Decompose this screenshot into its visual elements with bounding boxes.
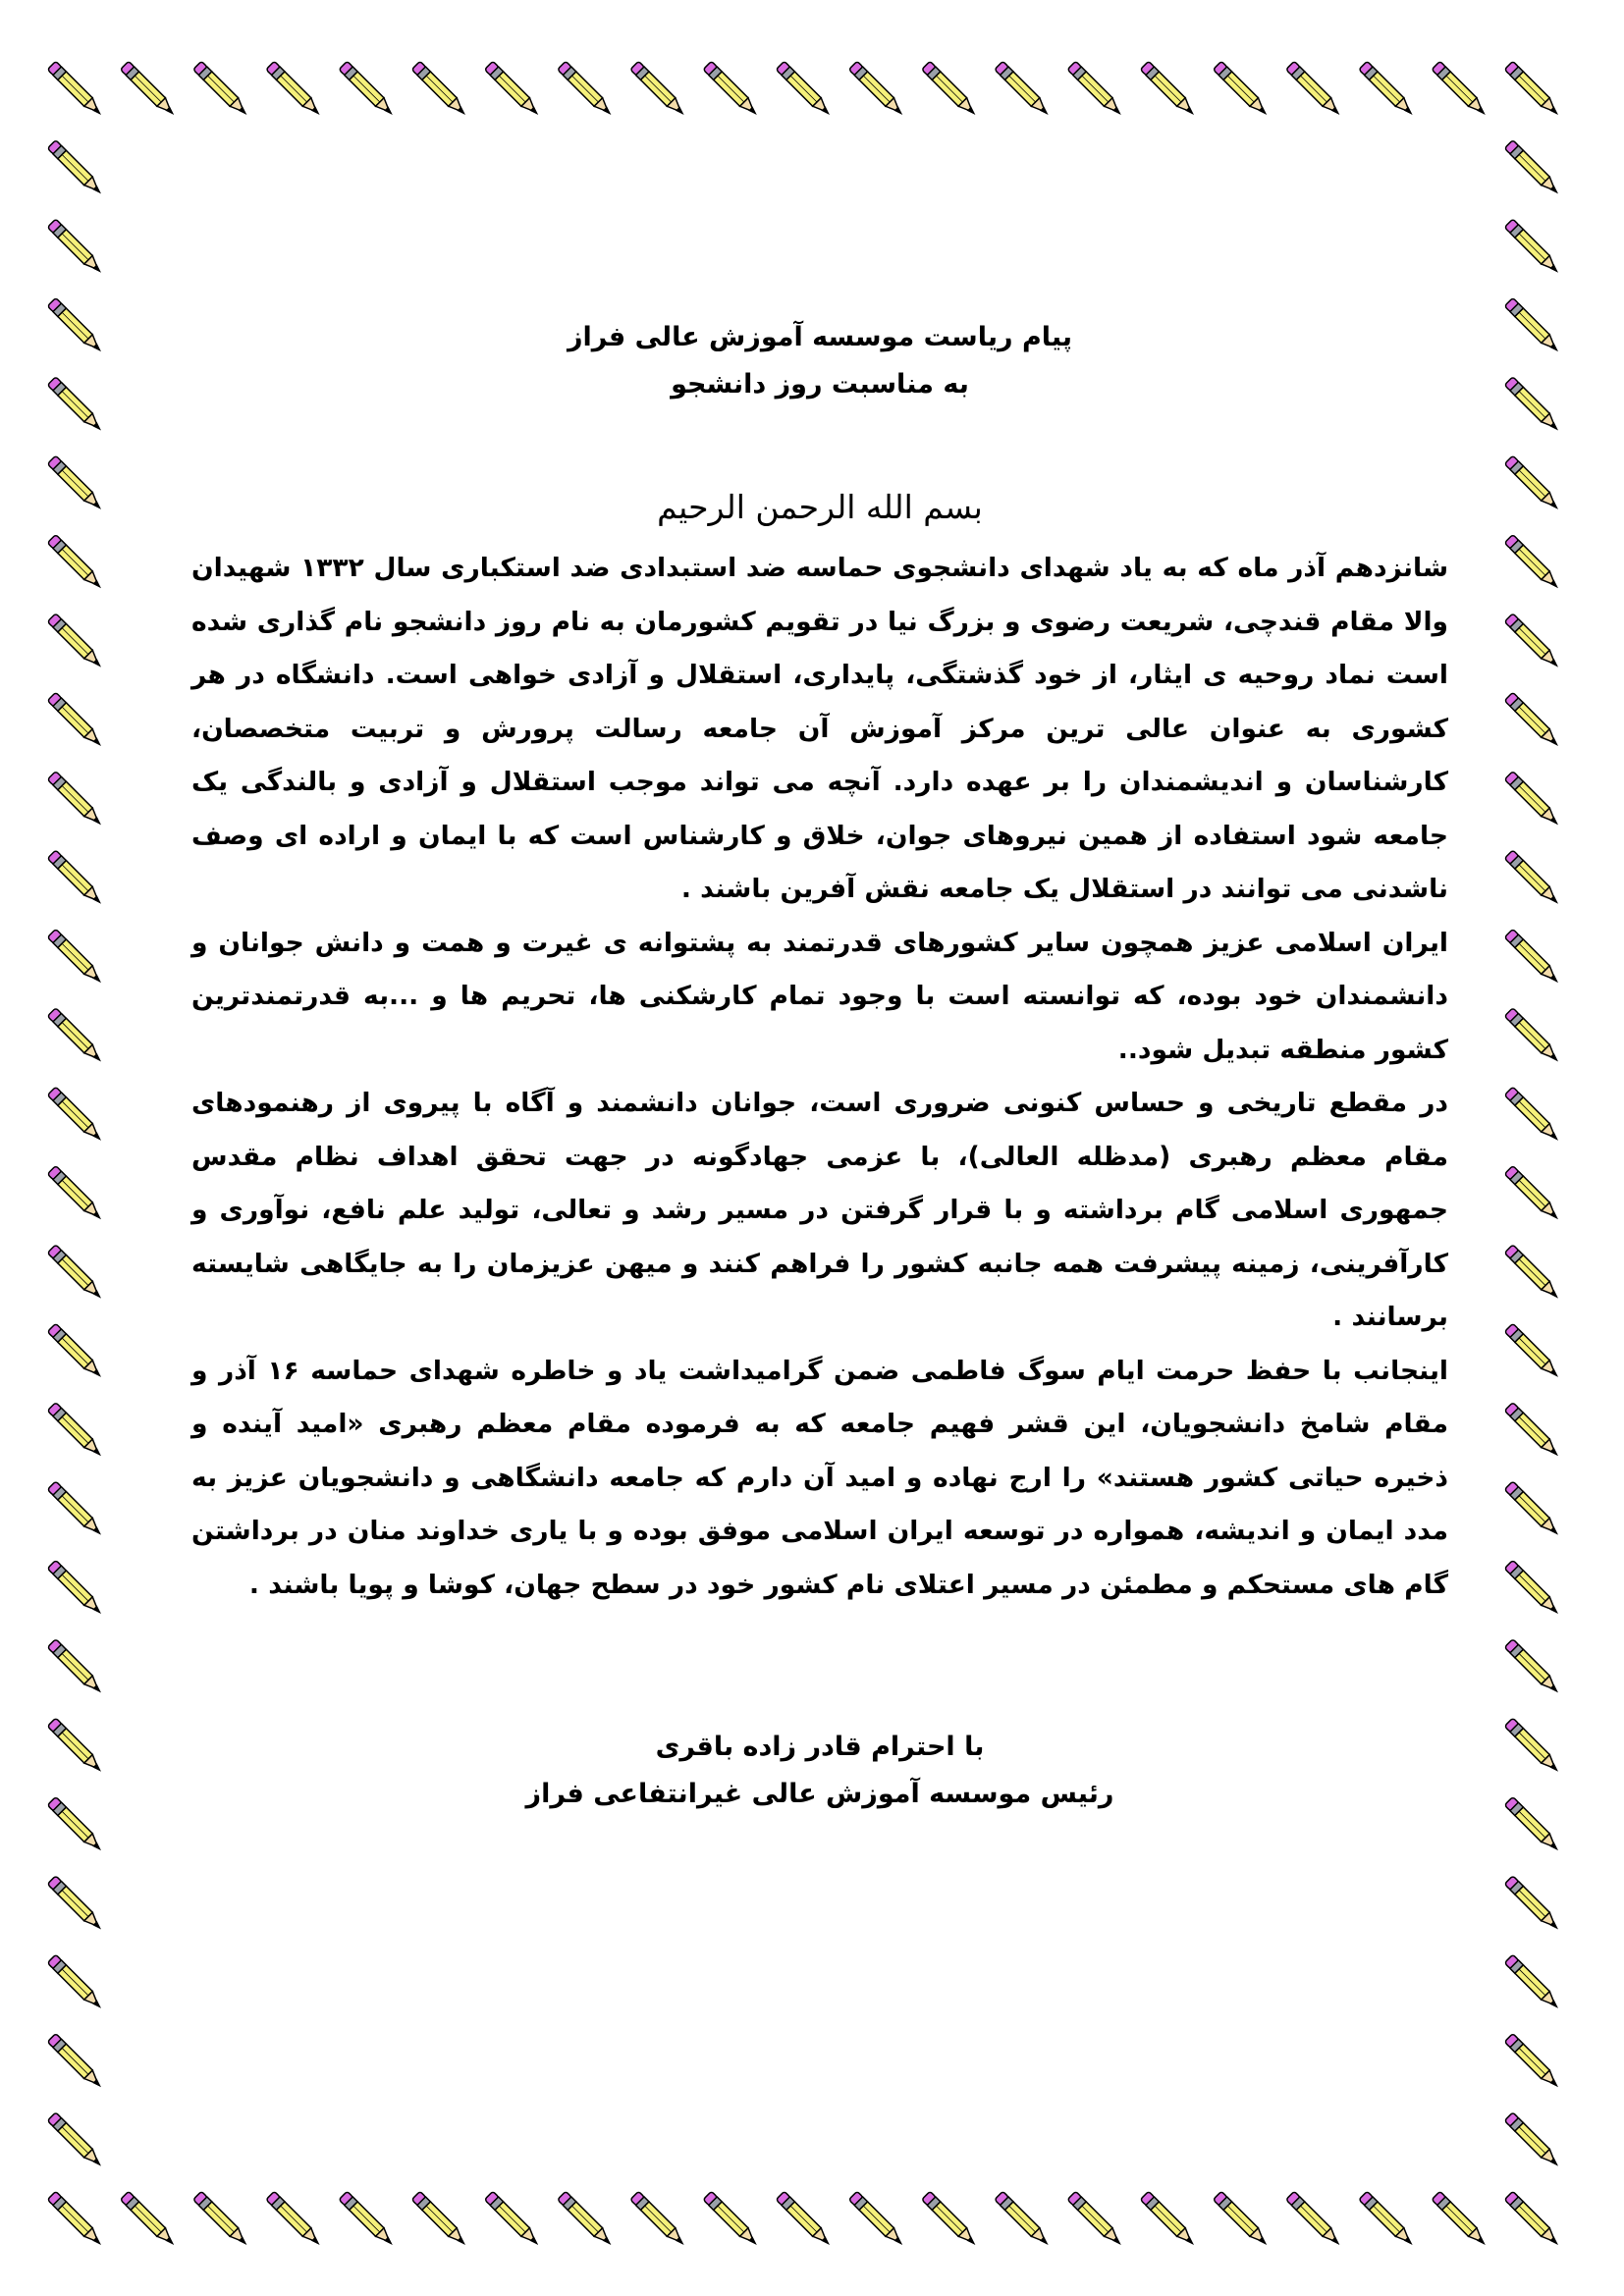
pencil-icon [922, 61, 978, 117]
pencil-icon [47, 61, 103, 117]
pencil-icon [1504, 2034, 1560, 2090]
pencil-icon [193, 61, 249, 117]
pencil-icon [47, 2112, 103, 2168]
pencil-icon [47, 1796, 103, 1852]
pencil-icon [47, 1954, 103, 2010]
pencil-icon [1504, 1560, 1560, 1616]
pencil-icon [47, 772, 103, 828]
pencil-icon [47, 1245, 103, 1301]
paragraph-1: شانزدهم آذر ماه که به یاد شهدای دانشجوی حماسه ضد استبدادی ضد استکباری سال ۱۳۳۲ شهیدان والا مقام قندچی، شریعت رضوی و بزرگ نیا در تقویم کشورمان به نام روز دانشجو نام گذاری شده است نماد روحیه ی ایثار، از خود گذشتگی، پایداری، استقلال و آزادی خواهی است. دانشگاه در هر کشوری به عنوان عالی ترین مرکز آموزش آن جامعه رسالت پرورش و تربیت متخصصان، کارشناسان و اندیشمندان را بر عهده دارد. آنچه می تواند موجب استقلال و آزادی و بالندگی یک جامعه شود استفاده از همین نیروهای جوان، خلاق و کارشناس است که با ایمان و اراده ای وصف ناشدنی می توانند در استقلال یک جامعه نقش آفرین باشند . [191, 553, 1448, 904]
pencil-icon [1067, 2191, 1123, 2247]
pencil-icon [1214, 2191, 1270, 2247]
paragraph-4: اینجانب با حفظ حرمت ایام سوگ فاطمی ضمن گرامیداشت یاد و خاطره شهدای حماسه ۱۶ آذر و مقام شامخ دانشجویان، این قشر فهیم جامعه که به فرموده مقام معظم رهبری «امید آینده و ذخیره حیاتی کشور هستند» را ارج نهاده و امید آن دارم که جامعه دانشگاهی و دانشجویان عزیز به مدد ایمان و اندیشه، همواره در توسعه ایران اسلامی موفق بوده و با یاری خداوند منان در برداشتن گام های مستحکم و مطمئن در مسیر اعتلای نام کشور خود در سطح جهان، کوشا و پویا باشند . [191, 1355, 1448, 1600]
pencil-icon [47, 850, 103, 906]
pencil-icon [1504, 614, 1560, 669]
pencil-icon [1504, 850, 1560, 906]
bismillah: بسم الله الرحمن الرحیم [657, 488, 983, 526]
pencil-icon [1140, 2191, 1196, 2247]
pencil-icon [1504, 297, 1560, 353]
letter-title: پیام ریاست موسسه آموزش عالی فراز [567, 322, 1073, 352]
pencil-icon [558, 2191, 614, 2247]
pencil-icon [1214, 61, 1270, 117]
pencil-icon [47, 297, 103, 353]
pencil-icon [47, 1165, 103, 1221]
pencil-icon [47, 377, 103, 433]
pencil-icon [1504, 1008, 1560, 1064]
pencil-icon [995, 2191, 1051, 2247]
letter-body [191, 314, 1448, 1818]
pencil-icon [776, 2191, 832, 2247]
pencil-icon [1504, 455, 1560, 511]
paragraph-2: ایران اسلامی عزیز همچون سایر کشورهای قدرتمند به پشتوانه ی غیرت و همت و دانش جوانان و دانشمندان خود بوده، که توانسته است با وجود تمام کارشکنی ها، تحریم ها و ...به قدرتمندترین کشور منطقه تبدیل شود.. [191, 927, 1448, 1065]
pencil-icon [47, 140, 103, 196]
pencil-icon [47, 1560, 103, 1616]
pencil-icon [121, 2191, 177, 2247]
pencil-icon [47, 1876, 103, 1932]
pencil-icon [339, 2191, 395, 2247]
pencil-icon [1504, 2191, 1560, 2247]
pencil-icon [1504, 1876, 1560, 1932]
pencil-icon [1504, 1323, 1560, 1379]
pencil-icon [1504, 1639, 1560, 1695]
pencil-icon [47, 1087, 103, 1143]
letter-subtitle: به مناسبت روز دانشجو [671, 369, 969, 400]
pencil-icon [47, 455, 103, 511]
pencil-icon [630, 2191, 686, 2247]
pencil-icon [849, 61, 905, 117]
signature-block [191, 1724, 1448, 1818]
pencil-icon [1067, 61, 1123, 117]
pencil-icon [1286, 61, 1342, 117]
pencil-icon [776, 61, 832, 117]
pencil-icon [47, 535, 103, 591]
pencil-icon [1504, 535, 1560, 591]
pencil-icon [47, 1323, 103, 1379]
pencil-icon [47, 1718, 103, 1774]
pencil-icon [1504, 219, 1560, 275]
pencil-icon [1504, 929, 1560, 985]
pencil-icon [1504, 772, 1560, 828]
pencil-icon [1432, 61, 1488, 117]
pencil-icon [1432, 2191, 1488, 2247]
pencil-icon [1140, 61, 1196, 117]
pencil-icon [485, 2191, 541, 2247]
pencil-icon [1504, 1245, 1560, 1301]
pencil-icon [47, 1008, 103, 1064]
pencil-icon [47, 614, 103, 669]
pencil-icon [1504, 1718, 1560, 1774]
pencil-icon [1359, 61, 1415, 117]
pencil-icon [1504, 1481, 1560, 1537]
pencil-icon [1504, 1165, 1560, 1221]
pencil-icon [266, 61, 322, 117]
pencil-icon [1504, 140, 1560, 196]
pencil-icon [703, 2191, 759, 2247]
pencil-icon [1504, 377, 1560, 433]
pencil-icon [995, 61, 1051, 117]
pencil-icon [1359, 2191, 1415, 2247]
pencil-icon [47, 929, 103, 985]
pencil-icon [1504, 692, 1560, 748]
pencil-icon [47, 1639, 103, 1695]
pencil-icon [47, 2034, 103, 2090]
pencil-icon [1504, 61, 1560, 117]
pencil-icon [1504, 2112, 1560, 2168]
signature-name: با احترام قادر زاده باقری [655, 1732, 985, 1762]
pencil-icon [47, 2191, 103, 2247]
signature-position: رئیس موسسه آموزش عالی غیرانتفاعی فراز [525, 1779, 1114, 1809]
pencil-icon [339, 61, 395, 117]
pencil-icon [1504, 1403, 1560, 1459]
pencil-icon [47, 1403, 103, 1459]
pencil-icon [1504, 1954, 1560, 2010]
pencil-icon [630, 61, 686, 117]
pencil-icon [193, 2191, 249, 2247]
pencil-icon [47, 219, 103, 275]
pencil-icon [922, 2191, 978, 2247]
pencil-icon [266, 2191, 322, 2247]
pencil-icon [558, 61, 614, 117]
pencil-icon [47, 692, 103, 748]
pencil-icon [1286, 2191, 1342, 2247]
pencil-icon [1504, 1087, 1560, 1143]
paragraph-3: در مقطع تاریخی و حساس کنونی ضروری است، جوانان دانشمند و آگاه با پیروی از رهنمودهای مقام معظم رهبری (مدظله العالی)، با عزمی جهادگونه در جهت تحقق اهداف نظام مقدس جمهوری اسلامی گام برداشته و با قرار گرفتن در مسیر رشد و تعالی، تولید علم نافع، نوآوری و کارآفرینی، زمینه پیشرفت همه جانبه کشور را فراهم کنند و میهن عزیزمان را به جایگاهی شایسته برسانند . [191, 1088, 1448, 1332]
pencil-icon [121, 61, 177, 117]
pencil-icon [849, 2191, 905, 2247]
pencil-icon [411, 2191, 467, 2247]
pencil-icon [485, 61, 541, 117]
pencil-icon [411, 61, 467, 117]
pencil-icon [1504, 1796, 1560, 1852]
pencil-icon [47, 1481, 103, 1537]
pencil-icon [703, 61, 759, 117]
